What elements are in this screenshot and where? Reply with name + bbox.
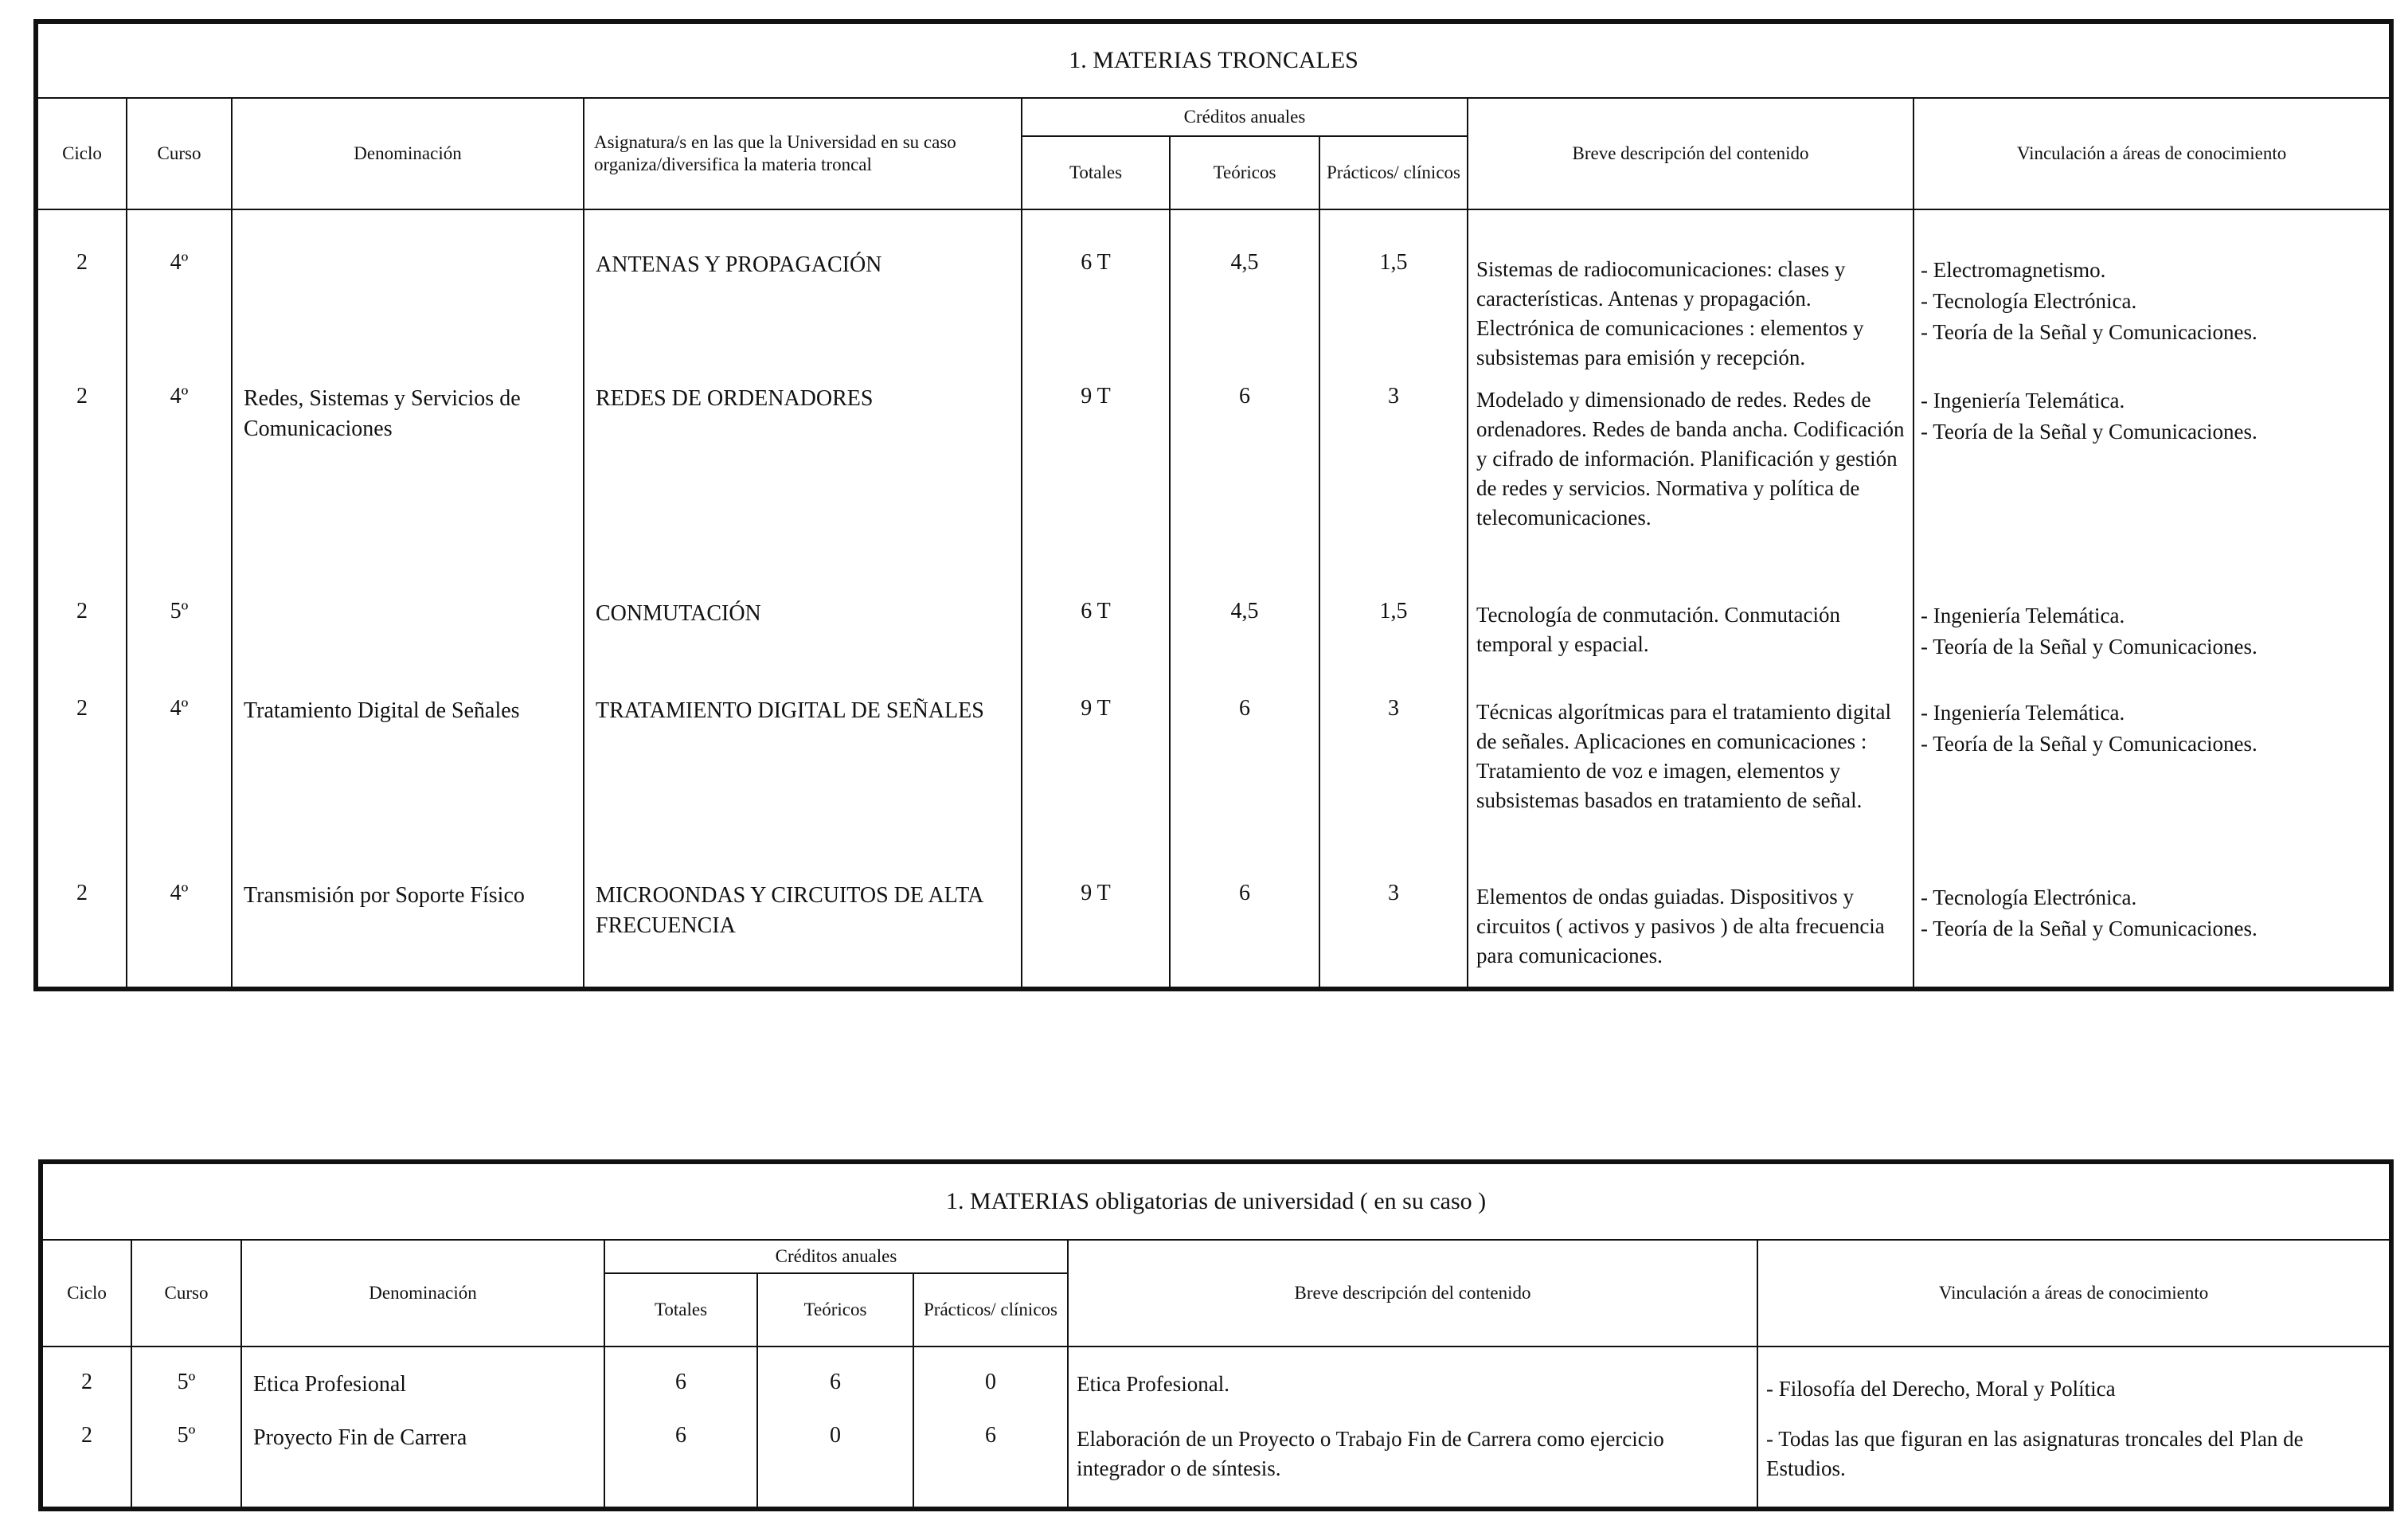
cell-curso: 4º bbox=[127, 373, 232, 588]
cell-ciclo: 2 bbox=[36, 588, 127, 685]
materias-obligatorias-table bbox=[38, 1159, 2394, 1511]
table-row bbox=[36, 209, 2391, 373]
cell-ciclo: 2 bbox=[36, 209, 127, 373]
cell-practicos: 3 bbox=[1319, 373, 1468, 588]
header-curso: Curso bbox=[127, 98, 232, 209]
cell-areas bbox=[1914, 209, 2391, 373]
cell-descripcion: Etica Profesional. bbox=[1068, 1347, 1757, 1413]
cell-practicos: 6 bbox=[913, 1413, 1068, 1509]
cell-totales: 6 bbox=[604, 1413, 757, 1509]
header-ciclo: Ciclo bbox=[41, 1240, 131, 1347]
cell-totales: 9 T bbox=[1022, 870, 1170, 989]
cell-areas: - Todas las que figuran en las asignaturas troncales del Plan de Estudios. bbox=[1757, 1413, 2391, 1509]
header-creditos-anuales: Créditos anuales bbox=[604, 1240, 1068, 1273]
cell-teoricos: 4,5 bbox=[1170, 209, 1319, 373]
cell-asignatura: REDES DE ORDENADORES bbox=[584, 373, 1022, 588]
area-item: - Ingeniería Telemática. bbox=[1921, 389, 2125, 412]
cell-curso: 5º bbox=[131, 1347, 241, 1413]
area-item: - Tecnología Electrónica. bbox=[1921, 289, 2137, 313]
table-title: 1. MATERIAS TRONCALES bbox=[36, 21, 2391, 98]
table-row bbox=[41, 1347, 2391, 1413]
cell-ciclo: 2 bbox=[36, 685, 127, 870]
cell-denominacion: Transmisión por Soporte Físico bbox=[232, 870, 584, 989]
cell-curso: 5º bbox=[127, 588, 232, 685]
area-item: - Teoría de la Señal y Comunicaciones. bbox=[1921, 917, 2258, 940]
area-item: - Teoría de la Señal y Comunicaciones. bbox=[1921, 732, 2258, 756]
area-item: - Ingeniería Telemática. bbox=[1921, 701, 2125, 725]
header-teoricos: Teóricos bbox=[1170, 136, 1319, 209]
cell-ciclo: 2 bbox=[36, 870, 127, 989]
header-vinculacion: Vinculación a áreas de conocimiento bbox=[1914, 98, 2391, 209]
cell-asignatura: CONMUTACIÓN bbox=[584, 588, 1022, 685]
header-curso: Curso bbox=[131, 1240, 241, 1347]
cell-denominacion bbox=[232, 209, 584, 373]
table-title: 1. MATERIAS obligatorias de universidad ( en su caso ) bbox=[41, 1162, 2391, 1240]
cell-areas bbox=[1914, 373, 2391, 588]
area-item: - Teoría de la Señal y Comunicaciones. bbox=[1921, 635, 2258, 659]
header-denominacion: Denominación bbox=[241, 1240, 604, 1347]
cell-teoricos: 6 bbox=[1170, 870, 1319, 989]
cell-totales: 6 T bbox=[1022, 588, 1170, 685]
area-item: - Teoría de la Señal y Comunicaciones. bbox=[1921, 320, 2258, 344]
header-descripcion: Breve descripción del contenido bbox=[1468, 98, 1914, 209]
cell-denominacion: Redes, Sistemas y Servicios de Comunicaciones bbox=[232, 373, 584, 588]
cell-denominacion bbox=[232, 588, 584, 685]
cell-denominacion: Tratamiento Digital de Señales bbox=[232, 685, 584, 870]
header-teoricos: Teóricos bbox=[757, 1273, 913, 1347]
cell-curso: 4º bbox=[127, 870, 232, 989]
materias-troncales-table bbox=[33, 19, 2394, 991]
cell-teoricos: 6 bbox=[757, 1347, 913, 1413]
header-practicos: Prácticos/ clínicos bbox=[1319, 136, 1468, 209]
cell-practicos: 3 bbox=[1319, 685, 1468, 870]
header-descripcion: Breve descripción del contenido bbox=[1068, 1240, 1757, 1347]
cell-totales: 6 bbox=[604, 1347, 757, 1413]
cell-teoricos: 6 bbox=[1170, 685, 1319, 870]
cell-areas: - Filosofía del Derecho, Moral y Política bbox=[1757, 1347, 2391, 1413]
cell-teoricos: 6 bbox=[1170, 373, 1319, 588]
header-denominacion: Denominación bbox=[232, 98, 584, 209]
table-row bbox=[36, 685, 2391, 870]
cell-asignatura: TRATAMIENTO DIGITAL DE SEÑALES bbox=[584, 685, 1022, 870]
cell-descripcion: Modelado y dimensionado de redes. Redes de ordenadores. Redes de banda ancha. Codificación y cifrado de información. Planificación y gestión de redes y servicios. Normativa y política de telecomunicaciones. bbox=[1468, 373, 1914, 588]
table-row bbox=[36, 588, 2391, 685]
cell-denominacion: Proyecto Fin de Carrera bbox=[241, 1413, 604, 1509]
cell-practicos: 1,5 bbox=[1319, 209, 1468, 373]
cell-denominacion: Etica Profesional bbox=[241, 1347, 604, 1413]
cell-descripcion: Tecnología de conmutación. Conmutación temporal y espacial. bbox=[1468, 588, 1914, 685]
header-creditos-anuales: Créditos anuales bbox=[1022, 98, 1468, 136]
header-vinculacion: Vinculación a áreas de conocimiento bbox=[1757, 1240, 2391, 1347]
table-row bbox=[36, 373, 2391, 588]
cell-practicos: 3 bbox=[1319, 870, 1468, 989]
cell-curso: 4º bbox=[127, 685, 232, 870]
area-item: - Teoría de la Señal y Comunicaciones. bbox=[1921, 420, 2258, 444]
table-row bbox=[41, 1413, 2391, 1509]
cell-ciclo: 2 bbox=[41, 1413, 131, 1509]
cell-curso: 5º bbox=[131, 1413, 241, 1509]
header-asignaturas: Asignatura/s en las que la Universidad en su caso organiza/diversifica la materia troncal bbox=[584, 98, 1022, 209]
cell-asignatura: ANTENAS Y PROPAGACIÓN bbox=[584, 209, 1022, 373]
header-totales: Totales bbox=[1022, 136, 1170, 209]
cell-ciclo: 2 bbox=[36, 373, 127, 588]
area-item: - Tecnología Electrónica. bbox=[1921, 885, 2137, 909]
cell-descripcion: Elaboración de un Proyecto o Trabajo Fin de Carrera como ejercicio integrador o de síntesis. bbox=[1068, 1413, 1757, 1509]
header-totales: Totales bbox=[604, 1273, 757, 1347]
area-item: - Ingeniería Telemática. bbox=[1921, 604, 2125, 627]
cell-descripcion: Elementos de ondas guiadas. Dispositivos y circuitos ( activos y pasivos ) de alta frecuencia para comunicaciones. bbox=[1468, 870, 1914, 989]
cell-areas bbox=[1914, 588, 2391, 685]
cell-descripcion: Sistemas de radiocomunicaciones: clases y características. Antenas y propagación. Electrónica de comunicaciones : elementos y subsistemas para emisión y recepción. bbox=[1468, 209, 1914, 373]
cell-ciclo: 2 bbox=[41, 1347, 131, 1413]
cell-asignatura: MICROONDAS Y CIRCUITOS DE ALTA FRECUENCIA bbox=[584, 870, 1022, 989]
header-practicos: Prácticos/ clínicos bbox=[913, 1273, 1068, 1347]
cell-totales: 9 T bbox=[1022, 373, 1170, 588]
cell-totales: 6 T bbox=[1022, 209, 1170, 373]
area-item: - Electromagnetismo. bbox=[1921, 258, 2106, 282]
cell-teoricos: 4,5 bbox=[1170, 588, 1319, 685]
header-ciclo: Ciclo bbox=[36, 98, 127, 209]
cell-areas bbox=[1914, 685, 2391, 870]
cell-practicos: 1,5 bbox=[1319, 588, 1468, 685]
cell-curso: 4º bbox=[127, 209, 232, 373]
cell-descripcion: Técnicas algorítmicas para el tratamiento digital de señales. Aplicaciones en comunicaciones : Tratamiento de voz e imagen, elementos y subsistemas basados en tratamiento de señal. bbox=[1468, 685, 1914, 870]
cell-teoricos: 0 bbox=[757, 1413, 913, 1509]
cell-practicos: 0 bbox=[913, 1347, 1068, 1413]
cell-areas bbox=[1914, 870, 2391, 989]
cell-totales: 9 T bbox=[1022, 685, 1170, 870]
table-row bbox=[36, 870, 2391, 989]
